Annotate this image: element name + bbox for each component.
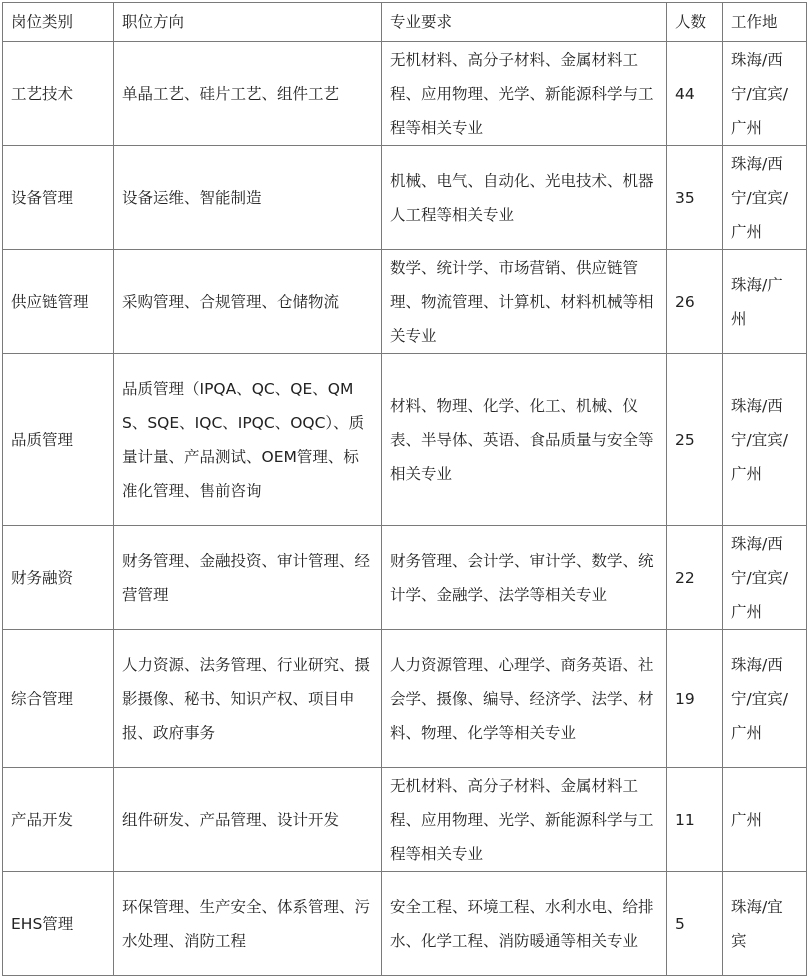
cell-major: 安全工程、环境工程、水利水电、给排水、化学工程、消防暖通等相关专业 [382,872,667,976]
cell-category: 设备管理 [3,146,114,250]
cell-major: 无机材料、高分子材料、金属材料工程、应用物理、光学、新能源科学与工程等相关专业 [382,768,667,872]
table-header-row [3,3,807,42]
table-row [3,146,807,250]
cell-direction: 环保管理、生产安全、体系管理、污水处理、消防工程 [114,872,382,976]
table-row [3,768,807,872]
cell-count: 35 [667,146,723,250]
header-count: 人数 [667,3,723,42]
table-row [3,354,807,526]
cell-count: 44 [667,42,723,146]
cell-category: 产品开发 [3,768,114,872]
cell-count: 5 [667,872,723,976]
cell-direction: 组件研发、产品管理、设计开发 [114,768,382,872]
cell-major: 数学、统计学、市场营销、供应链管理、物流管理、计算机、材料机械等相关专业 [382,250,667,354]
table-row [3,872,807,976]
cell-major: 材料、物理、化学、化工、机械、仪表、半导体、英语、食品质量与安全等相关专业 [382,354,667,526]
cell-major: 财务管理、会计学、审计学、数学、统计学、金融学、法学等相关专业 [382,526,667,630]
cell-count: 26 [667,250,723,354]
cell-direction: 采购管理、合规管理、仓储物流 [114,250,382,354]
table-row [3,42,807,146]
cell-location: 珠海/广州 [723,250,807,354]
header-category: 岗位类别 [3,3,114,42]
table-row [3,526,807,630]
cell-direction: 设备运维、智能制造 [114,146,382,250]
cell-category: 工艺技术 [3,42,114,146]
cell-direction: 品质管理（IPQA、QC、QE、QMS、SQE、IQC、IPQC、OQC）、质量计量、产品测试、OEM管理、标准化管理、售前咨询 [114,354,382,526]
cell-major: 机械、电气、自动化、光电技术、机器人工程等相关专业 [382,146,667,250]
recruitment-table [2,2,807,976]
cell-direction: 单晶工艺、硅片工艺、组件工艺 [114,42,382,146]
cell-count: 11 [667,768,723,872]
cell-location: 珠海/西宁/宜宾/广州 [723,146,807,250]
cell-location: 珠海/西宁/宜宾/广州 [723,42,807,146]
cell-major: 无机材料、高分子材料、金属材料工程、应用物理、光学、新能源科学与工程等相关专业 [382,42,667,146]
cell-location: 珠海/西宁/宜宾/广州 [723,354,807,526]
header-location: 工作地 [723,3,807,42]
cell-category: 综合管理 [3,630,114,768]
cell-count: 25 [667,354,723,526]
cell-major: 人力资源管理、心理学、商务英语、社会学、摄像、编导、经济学、法学、材料、物理、化学等相关专业 [382,630,667,768]
table-row [3,630,807,768]
cell-category: 品质管理 [3,354,114,526]
header-major: 专业要求 [382,3,667,42]
cell-location: 珠海/宜宾 [723,872,807,976]
cell-location: 珠海/西宁/宜宾/广州 [723,526,807,630]
table-row [3,250,807,354]
cell-category: EHS管理 [3,872,114,976]
cell-count: 19 [667,630,723,768]
cell-direction: 财务管理、金融投资、审计管理、经营管理 [114,526,382,630]
cell-count: 22 [667,526,723,630]
cell-location: 广州 [723,768,807,872]
cell-category: 财务融资 [3,526,114,630]
cell-direction: 人力资源、法务管理、行业研究、摄影摄像、秘书、知识产权、项目申报、政府事务 [114,630,382,768]
header-direction: 职位方向 [114,3,382,42]
cell-location: 珠海/西宁/宜宾/广州 [723,630,807,768]
cell-category: 供应链管理 [3,250,114,354]
